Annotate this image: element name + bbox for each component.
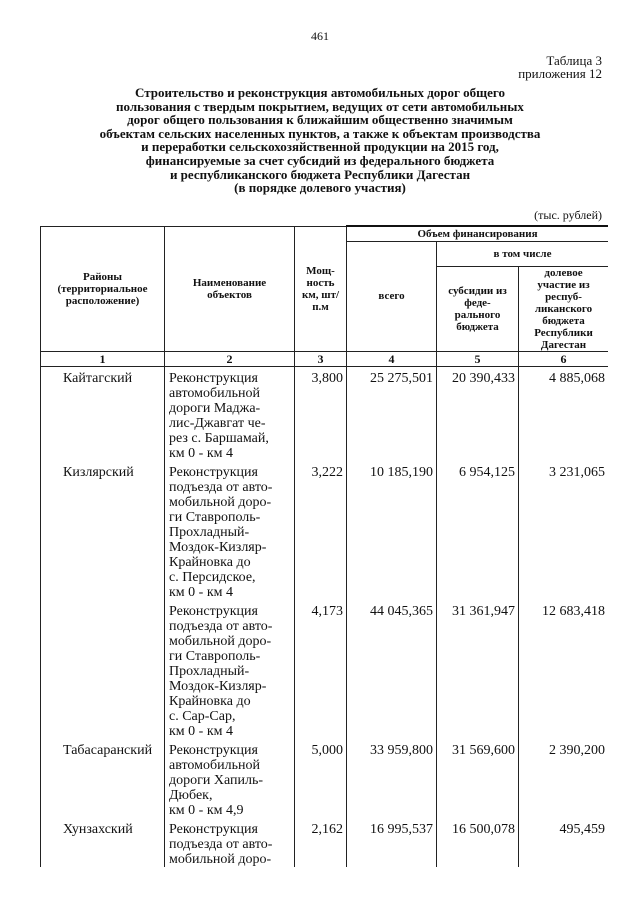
- object-line: ги Ставрополь-: [169, 509, 261, 525]
- object-line: Прохладный-: [169, 663, 250, 679]
- table-reference-line: Таблица 3: [546, 53, 602, 68]
- object-line: мобильной доро-: [169, 494, 272, 510]
- total-cell: 33 959,800: [347, 739, 437, 818]
- total-cell: 25 275,501: [347, 366, 437, 461]
- header-district: Районы (территориальное расположение): [41, 226, 165, 351]
- header-financing: Объем финансирования: [347, 226, 609, 242]
- table-body: [41, 366, 609, 867]
- object-line: Реконструкция: [169, 821, 258, 837]
- object-line: автомобильной: [169, 757, 260, 773]
- title-line: и переработки сельскохозяйственной продукции на 2015 год,: [141, 139, 499, 155]
- object-line: лис-Джавгат че-: [169, 415, 266, 431]
- republic-cell: 4 885,068: [519, 366, 609, 461]
- title-line: Строительство и реконструкция автомобильных дорог общего: [135, 85, 505, 100]
- object-line: подъезда от авто-: [169, 479, 273, 495]
- table-reference: [518, 54, 602, 80]
- object-line: Моздок-Кизляр-: [169, 539, 267, 555]
- republic-cell: 12 683,418: [519, 600, 609, 739]
- district-cell: Кизлярский: [41, 461, 165, 600]
- table-row: [41, 818, 609, 867]
- federal-cell: 6 954,125: [437, 461, 519, 600]
- header-federal: субсидии из феде-рального бюджета: [437, 266, 519, 351]
- table-row: [41, 600, 609, 739]
- page-number: 461: [311, 29, 329, 43]
- title-line: и республиканского бюджета Республики Дагестан: [169, 166, 471, 182]
- table-row: [41, 739, 609, 818]
- table-row: [41, 461, 609, 600]
- total-cell: 44 045,365: [347, 600, 437, 739]
- federal-cell: 16 500,078: [437, 818, 519, 867]
- financing-table: [40, 225, 608, 867]
- object-line: дороги Маджа-: [169, 400, 261, 416]
- federal-cell: 20 390,433: [437, 366, 519, 461]
- federal-cell: 31 361,947: [437, 600, 519, 739]
- column-number: 4: [347, 351, 437, 366]
- object-line: км 0 - км 4: [169, 723, 233, 739]
- object-line: Крайновка до: [169, 554, 251, 570]
- republic-cell: 3 231,065: [519, 461, 609, 600]
- object-cell: [165, 739, 295, 818]
- total-cell: 16 995,537: [347, 818, 437, 867]
- district-cell: [41, 600, 165, 739]
- object-line: подъезда от авто-: [169, 836, 273, 852]
- column-number: 5: [437, 351, 519, 366]
- object-line: ги Ставрополь-: [169, 648, 261, 664]
- object-line: с. Персидское,: [169, 569, 256, 585]
- header-capacity: Мощ-ность км, шт/п.м: [295, 226, 347, 351]
- capacity-cell: 3,222: [295, 461, 347, 600]
- object-cell: [165, 366, 295, 461]
- object-line: км 0 - км 4,9: [169, 802, 244, 818]
- object-cell: [165, 461, 295, 600]
- object-line: Реконструкция: [169, 742, 258, 758]
- title-line: дорог общего пользования к ближайшим общественно значимым: [127, 112, 513, 128]
- object-cell: [165, 818, 295, 867]
- title-line: объектам сельских населенных пунктов, а также к объектам производства: [99, 125, 541, 141]
- object-cell: [165, 600, 295, 739]
- object-line: автомобильной: [169, 385, 260, 401]
- total-cell: 10 185,190: [347, 461, 437, 600]
- header-including: в том числе: [437, 242, 609, 267]
- object-line: Реконструкция: [169, 603, 258, 619]
- units-note: (тыс. рублей): [534, 208, 602, 222]
- title-line: (в порядке долевого участия): [234, 180, 406, 196]
- header-total: всего: [347, 242, 437, 352]
- object-line: Дюбек,: [169, 787, 213, 803]
- column-number: 3: [295, 351, 347, 366]
- republic-cell: 495,459: [519, 818, 609, 867]
- column-number: 1: [41, 351, 165, 366]
- object-line: дороги Хапиль-: [169, 772, 264, 788]
- table-row: [41, 366, 609, 461]
- object-line: Реконструкция: [169, 464, 258, 480]
- header-republic: долевое участие из респуб-ликанского бюджета Республики Дагестан: [519, 266, 609, 351]
- title-line: финансируемые за счет субсидий из федерального бюджета: [145, 152, 495, 168]
- district-cell: Кайтагский: [41, 366, 165, 461]
- column-number: 6: [519, 351, 609, 366]
- object-line: мобильной доро-: [169, 633, 272, 649]
- federal-cell: 31 569,600: [437, 739, 519, 818]
- republic-cell: 2 390,200: [519, 739, 609, 818]
- table-reference-line: приложения 12: [518, 66, 602, 81]
- district-cell: Табасаранский: [41, 739, 165, 818]
- object-line: с. Сар-Сар,: [169, 708, 236, 724]
- capacity-cell: 4,173: [295, 600, 347, 739]
- title-line: пользования с твердым покрытием, ведущих от сети автомобильных: [116, 98, 524, 114]
- object-line: км 0 - км 4: [169, 584, 233, 600]
- object-line: рез с. Баршамай,: [169, 430, 269, 446]
- object-line: подъезда от авто-: [169, 618, 273, 634]
- document-title: [90, 86, 550, 195]
- district-cell: Хунзахский: [41, 818, 165, 867]
- object-line: Прохладный-: [169, 524, 250, 540]
- capacity-cell: 5,000: [295, 739, 347, 818]
- object-line: Моздок-Кизляр-: [169, 678, 267, 694]
- object-line: Реконструкция: [169, 370, 258, 386]
- object-line: мобильной доро-: [169, 851, 272, 867]
- header-object: Наименование объектов: [165, 226, 295, 351]
- table-container: [40, 225, 608, 905]
- object-line: км 0 - км 4: [169, 445, 233, 461]
- object-line: Крайновка до: [169, 693, 251, 709]
- capacity-cell: 3,800: [295, 366, 347, 461]
- capacity-cell: 2,162: [295, 818, 347, 867]
- column-number: 2: [165, 351, 295, 366]
